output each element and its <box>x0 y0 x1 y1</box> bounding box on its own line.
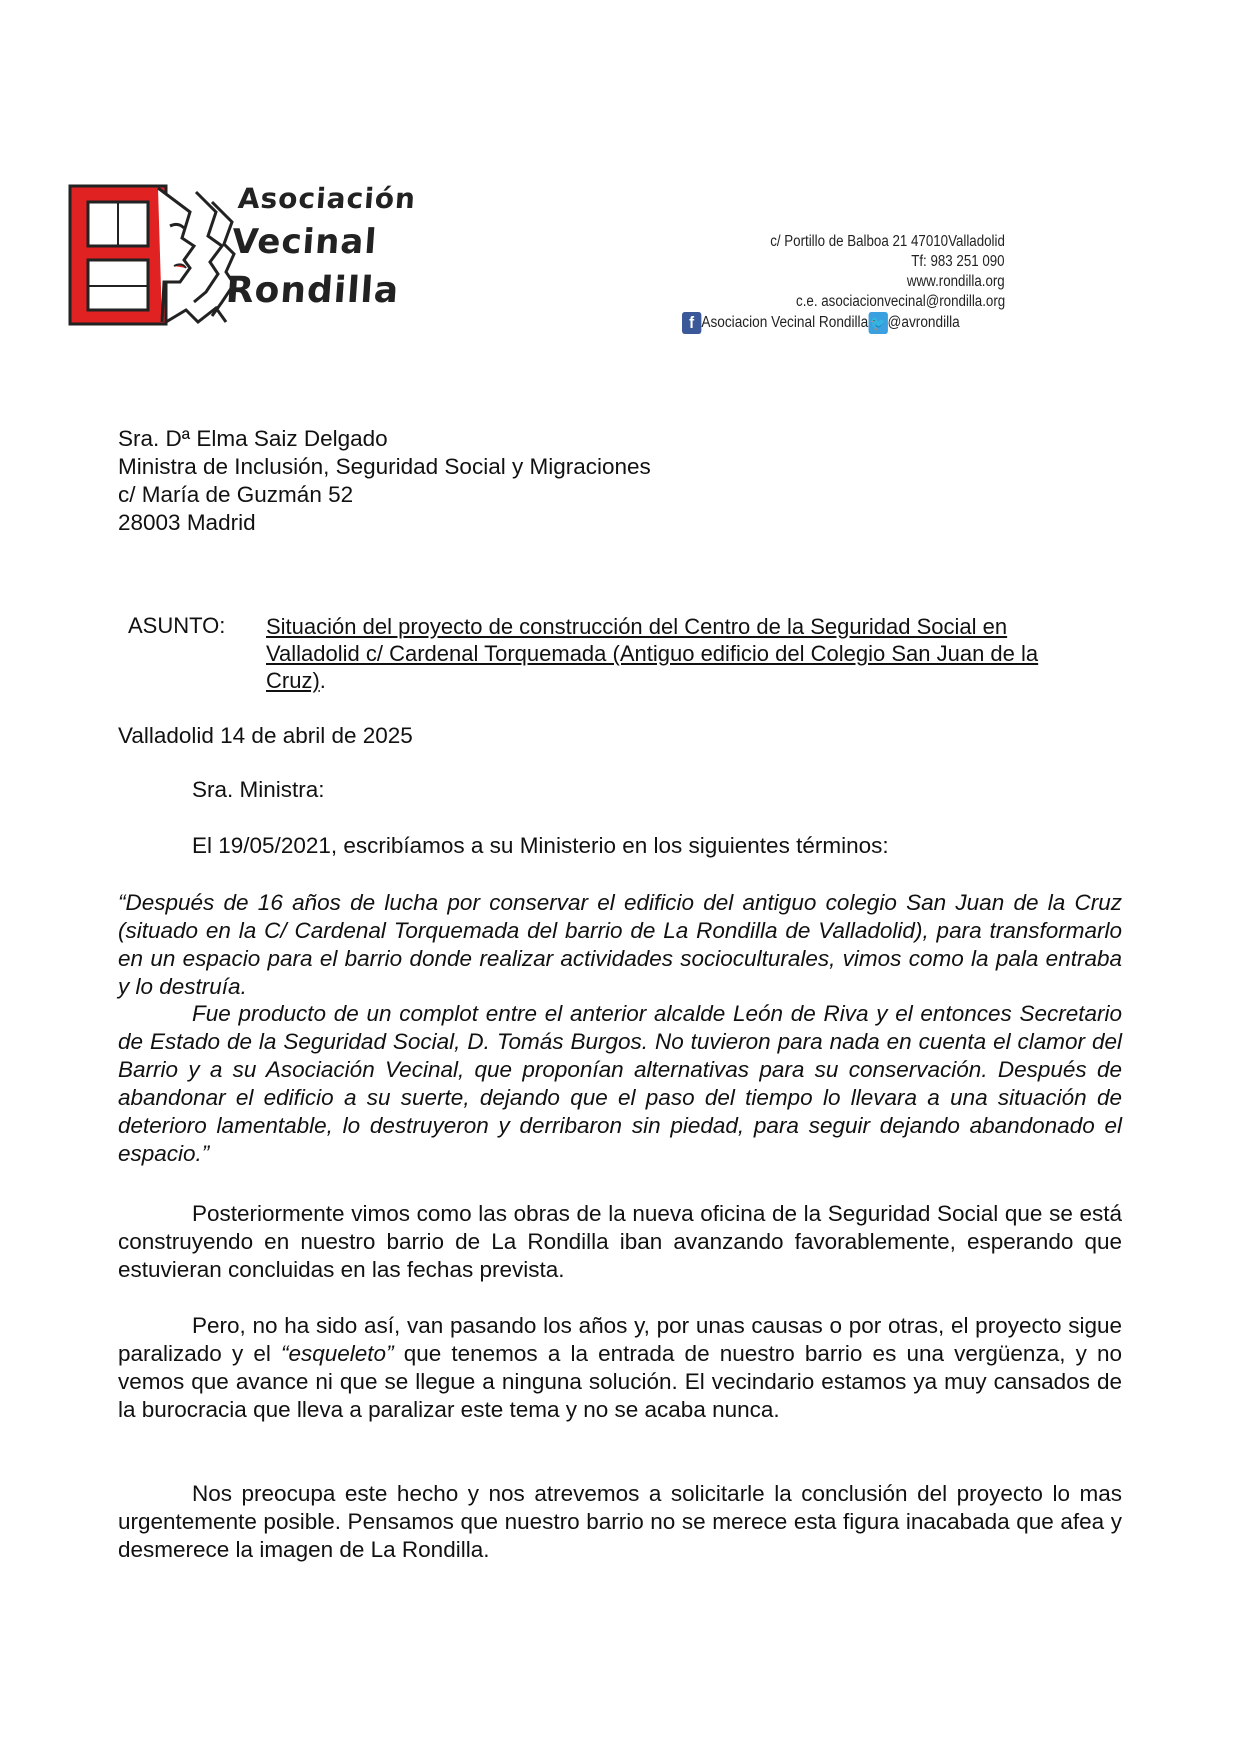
contact-website: www.rondilla.org <box>907 273 1005 290</box>
recipient-street: c/ María de Guzmán 52 <box>118 482 354 507</box>
body-paragraph-2 <box>118 1312 1122 1424</box>
subject-end: . <box>319 668 326 693</box>
subject-label: ASUNTO: <box>128 613 226 638</box>
recipient-name: Sra. Dª Elma Saiz Delgado <box>118 426 388 451</box>
social-links <box>682 312 960 334</box>
recipient-city: 28003 Madrid <box>118 510 256 535</box>
logo-text-line-1: Asociación <box>236 182 418 215</box>
greeting: Sra. Ministra: <box>192 777 325 802</box>
quote-paragraph-1: “Después de 16 años de lucha por conservar el edificio del antiguo colegio San Juan de la Cruz (situado en la C/ Cardenal Torquemada del barrio de La Rondilla de Valladolid), para transformarlo en un espacio para el barrio donde realizar actividades socioculturales, vimos como la pala entraba y lo destruía. <box>118 890 1122 999</box>
facebook-icon: f <box>682 312 701 334</box>
body-paragraph-3: Nos preocupa este hecho y nos atrevemos a solicitarle la conclusión del proyecto lo mas urgentemente posible. Pensamos que nuestro barrio no se merece esta figura inacabada que afea y desmerece la imagen de La Rondilla. <box>118 1481 1122 1562</box>
intro-paragraph: El 19/05/2021, escribíamos a su Ministerio en los siguientes términos: <box>192 833 889 858</box>
association-logo <box>66 182 418 332</box>
subject-title: Situación del proyecto de construcción del Centro de la Seguridad Social en Valladolid c/ Cardenal Torquemada (Antiguo edificio del Colegio San Juan de la Cruz) <box>266 614 1039 693</box>
body-paragraph-1: Posteriormente vimos como las obras de la nueva oficina de la Seguridad Social que se está construyendo en nuestro barrio de La Rondilla iban avanzando favorablemente, esperando que estuvieran concluidas en las fechas prevista. <box>118 1201 1122 1282</box>
twitter-handle: @avrondilla <box>887 314 960 331</box>
facebook-handle: Asociacion Vecinal Rondilla <box>701 314 869 331</box>
logo-text-line-3: Rondilla <box>224 270 401 311</box>
logo-text-line-2: Vecinal <box>230 222 379 262</box>
logo-graphic <box>66 182 236 332</box>
quote-paragraph-2: Fue producto de un complot entre el anterior alcalde León de Riva y el entonces Secretario de Estado de la Seguridad Social, D. Tomás Burgos. No tuvieron para nada en cuenta el clamor del Barrio y a su Asociación Vecinal, que proponían alternativas para su conservación. Después de abandonar el edificio a su suerte, dejando que el paso del tiempo lo llevara a una situación de deterioro lamentable, lo destruyeron y derribaron sin piedad, para seguir dejando abandonado el espacio.” <box>118 1001 1122 1166</box>
body-paragraph-2-emphasis: “esqueleto” <box>281 1341 394 1366</box>
contact-address: c/ Portillo de Balboa 21 47010Valladolid <box>770 233 1005 250</box>
contact-phone: Tf: 983 251 090 <box>911 253 1005 270</box>
contact-email: c.e. asociacionvecinal@rondilla.org <box>795 293 1005 310</box>
twitter-icon: 🐦 <box>868 312 887 334</box>
body-paragraph-2-start: Pero, no ha sido así, van pasando los años y, por unas causas o por otras, el proyecto sigue paralizado y el <box>118 1313 1122 1366</box>
recipient-title: Ministra de Inclusión, Seguridad Social y Migraciones <box>118 454 651 479</box>
subject-text <box>266 613 1086 694</box>
letter-date: Valladolid 14 de abril de 2025 <box>118 723 413 748</box>
body-paragraph-2-end: que tenemos a la entrada de nuestro barrio es una vergüenza, y no vemos que avance ni que se llegue a ninguna solución. El vecindario estamos ya muy cansados de la burocracia que lleva a paralizar este tema y no se acaba nunca. <box>118 1341 1122 1422</box>
